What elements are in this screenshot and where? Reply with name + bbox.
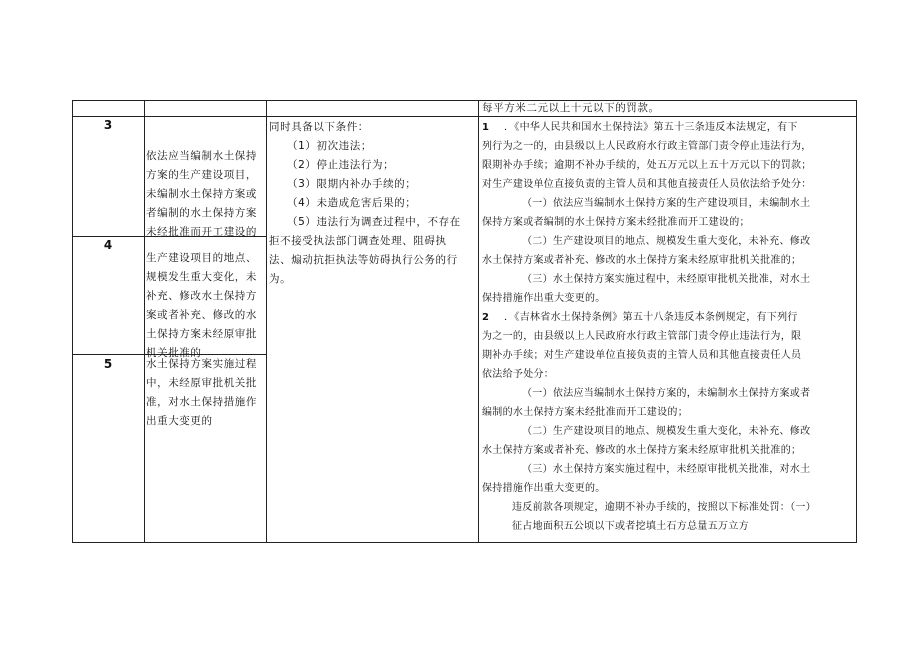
behavior-4-line: 补充、修改水土保持方	[146, 290, 257, 302]
basis-1-line: 对生产建设单位直接负责的主管人员和其他直接责任人员依法给予处分：	[482, 179, 812, 190]
col-divider-3	[478, 100, 479, 543]
basis-1-item: （三）水土保持方案实施过程中，未经原审批机关批准，对水土	[522, 274, 811, 285]
behavior-3-line: 未经批准而开工建设的	[146, 226, 257, 238]
behavior-3-line: 未编制水土保持方案或	[146, 188, 257, 200]
condition-continuation: 为。	[269, 273, 292, 285]
basis-1-line: 1 ．《中华人民共和国水土保持法》第五十三条违反本法规定，有下	[482, 118, 816, 137]
condition-item: （4）未造成危害后果的；	[287, 197, 417, 209]
conditions-cell	[269, 118, 461, 289]
table-left-border	[72, 100, 73, 543]
basis-2-item: 水土保持方案或者补充、修改的水土保持方案未经原审批机关批准的；	[482, 445, 802, 456]
basis-2-line: 2 ．《吉林省水土保持条例》第五十八条违反本条例规定，有下列行	[482, 308, 816, 327]
basis-2-line: 为之一的，由县级以上人民政府水行政主管部门责令停止违法行为，限	[482, 331, 802, 342]
col-divider-2	[266, 100, 267, 543]
basis-2-item: （一）依法应当编制水土保持方案的，未编制水土保持方案或者	[522, 388, 811, 399]
behavior-4-line: 案或者补充、修改的水	[146, 309, 257, 321]
behavior-4-line: 土保持方案未经原审批	[146, 328, 257, 340]
behavior-4-line: 机关批准的	[146, 347, 202, 359]
conditions-intro: 同时具备以下条件：	[269, 121, 369, 133]
basis-tail-line: 征占地面积五公顷以下或者挖填土石方总量五万立方	[512, 521, 749, 532]
col-divider-1	[144, 100, 145, 543]
basis-1-item: （一）依法应当编制水土保持方案的生产建设项目，未编制水土	[522, 198, 811, 209]
basis-2-item: 保持措施作出重大变更的。	[482, 483, 606, 494]
behavior-4	[146, 249, 257, 363]
behavior-5	[146, 355, 257, 431]
condition-item: （2）停止违法行为；	[287, 159, 395, 171]
condition-continuation: 拒不接受执法部门调查处理、阻碍执	[269, 235, 447, 247]
basis-2-line: 期补办手续；对生产建设单位直接负责的主管人员和其他直接责任人员	[482, 350, 802, 361]
basis-2-item: （三）水土保持方案实施过程中，未经原审批机关批准，对水土	[522, 464, 811, 475]
condition-item: （5）违法行为调查过程中，不存在	[287, 216, 461, 228]
table-bottom-border	[72, 542, 857, 543]
basis-1-number: 1	[482, 122, 490, 133]
basis-1-item: （二）生产建设项目的地点、规模发生重大变化，未补充、修改	[522, 236, 811, 247]
legal-basis-cell	[482, 118, 816, 536]
table-right-border	[856, 100, 857, 543]
behavior-5-line: 出重大变更的	[146, 415, 213, 427]
basis-2-item: （二）生产建设项目的地点、规模发生重大变化，未补充、修改	[522, 426, 811, 437]
basis-1-item: 水土保持方案或者补充、修改的水土保持方案未经原审批机关批准的；	[482, 255, 802, 266]
behavior-3-line: 依法应当编制水土保持	[146, 150, 257, 162]
basis-tail-line: 违反前款各项规定，逾期不补办手续的，按照以下标准处罚：（一）	[512, 502, 816, 513]
top-row-text: 每平方米二元以上十元以下的罚款。	[482, 102, 660, 114]
condition-continuation: 法、煽动抗拒执法等妨碍执行公务的行	[269, 254, 458, 266]
basis-1-item: 保持方案或者编制的水土保持方案未经批准而开工建设的；	[482, 217, 750, 228]
row-number-5: 5	[103, 357, 113, 371]
basis-1-item: 保持措施作出重大变更的。	[482, 293, 606, 304]
behavior-4-line: 生产建设项目的地点、	[146, 252, 257, 264]
basis-1-line: 限期补办手续；逾期不补办手续的，处五万元以上五十万元以下的罚款；	[482, 160, 812, 171]
basis-2-line: 依法给予处分：	[482, 369, 555, 380]
behavior-5-line: 水土保持方案实施过程	[146, 358, 257, 370]
behavior-3-line: 方案的生产建设项目，	[146, 169, 257, 181]
basis-2-item: 编制的水土保持方案未经批准而开工建设的；	[482, 407, 688, 418]
behavior-5-line: 准，对水土保持措施作	[146, 396, 257, 408]
table-top-border	[72, 100, 857, 101]
row-number-4: 4	[103, 238, 113, 252]
row-number-3: 3	[103, 118, 113, 132]
behavior-4-line: 规模发生重大变化，未	[146, 271, 257, 283]
condition-item: （1）初次违法；	[287, 140, 372, 152]
basis-1-line: 列行为之一的，由县级以上人民政府水行政主管部门责令停止违法行为，	[482, 141, 812, 152]
behavior-5-line: 中，未经原审批机关批	[146, 377, 257, 389]
basis-2-number: 2	[482, 312, 490, 323]
condition-item: （3）限期内补办手续的；	[287, 178, 417, 190]
row-divider-1	[72, 116, 857, 117]
behavior-3-line: 者编制的水土保持方案	[146, 207, 257, 219]
behavior-3	[146, 147, 257, 242]
